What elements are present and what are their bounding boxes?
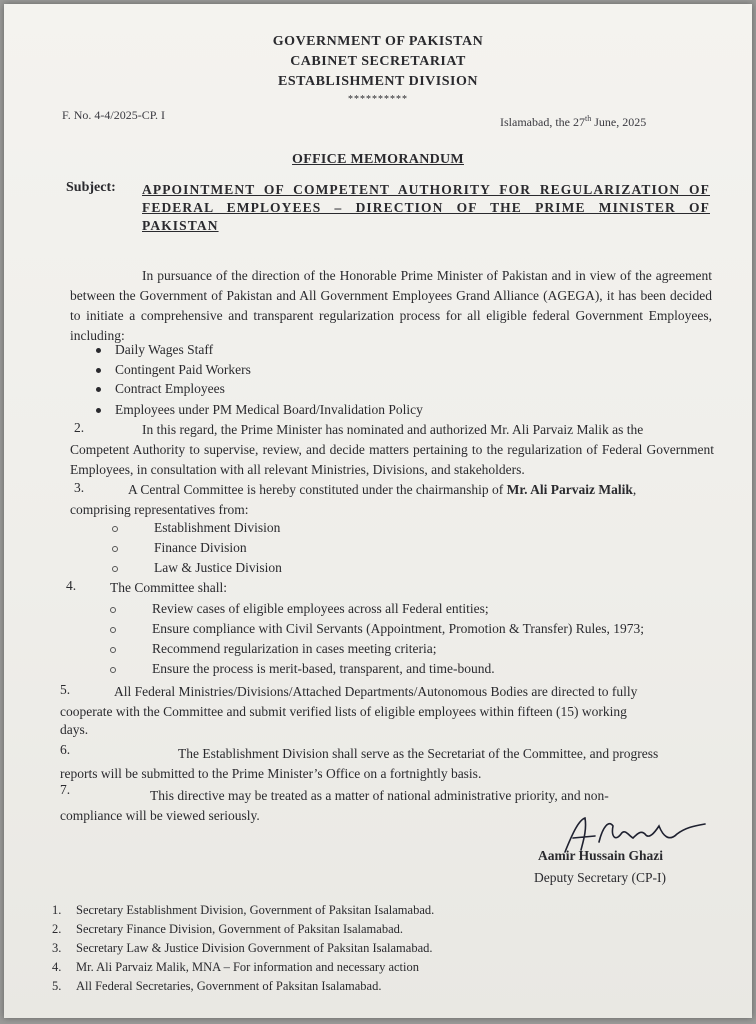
bullet-dot-icon [96, 348, 101, 353]
paragraph-6-line: The Establishment Division shall serve as the Secretariat of the Committee, and progress [178, 746, 659, 761]
memo-date: Islamabad, the 27th June, 2025 [500, 114, 647, 129]
memo-title: OFFICE MEMORANDUM [292, 152, 464, 167]
distribution-item: 3. Secretary Law & Justice Division Government of Paksitan Isalamabad. [52, 941, 433, 955]
subject-text: APPOINTMENT OF COMPETENT AUTHORITY FOR REGULARIZATION OF FEDERAL EMPLOYEES – DIRECTION OF THE PRIME MINISTER OF PAKISTAN [142, 182, 710, 233]
sub-item: Review cases of eligible employees across all Federal entities; [110, 601, 489, 617]
sub-item: Ensure compliance with Civil Servants (Appointment, Promotion & Transfer) Rules, 1973; [110, 621, 644, 637]
header-government: GOVERNMENT OF PAKISTAN [272, 34, 484, 49]
sub-item: Recommend regularization in cases meeting criteria; [110, 641, 437, 657]
circle-bullet-icon [110, 627, 116, 633]
paragraph-5-line: All Federal Ministries/Divisions/Attached Departments/Autonomous Bodies are directed to fully [114, 684, 638, 699]
signatory-name: Aamir Hussain Ghazi [538, 848, 664, 863]
bullet-dot-icon [96, 368, 101, 373]
bullet-dot-icon [96, 387, 101, 392]
circle-bullet-icon [110, 667, 116, 673]
paragraph-6-line: reports will be submitted to the Prime Minister’s Office on a fortnightly basis. [60, 766, 482, 781]
paragraph-3-number: 3. [74, 480, 85, 495]
circle-bullet-icon [112, 566, 118, 572]
circle-bullet-icon [110, 607, 116, 613]
paragraph-7-line: compliance will be viewed seriously. [60, 808, 260, 823]
paragraph-5-number: 5. [60, 682, 71, 697]
signatory-designation: Deputy Secretary (CP-I) [534, 870, 666, 885]
file-number: F. No. 4-4/2025-CP. I [62, 108, 166, 122]
distribution-item: 5. All Federal Secretaries, Government of Paksitan Isalamabad. [52, 979, 382, 993]
distribution-item: 1. Secretary Establishment Division, Government of Paksitan Isalamabad. [52, 903, 435, 917]
bullet-item: Contingent Paid Workers [96, 362, 251, 378]
paragraph-2-rest: Competent Authority to supervise, review, and decide matters pertaining to the regularization of Federal Government Employees, in consultation with all relevant Ministries, Divisions, and stakeholders. [70, 442, 714, 477]
bullet-dot-icon [96, 408, 101, 413]
sub-item: Finance Division [112, 540, 247, 556]
paragraph-4-lead: The Committee shall: [110, 580, 227, 595]
circle-bullet-icon [110, 647, 116, 653]
distribution-item: 4. Mr. Ali Parvaiz Malik, MNA – For information and necessary action [52, 960, 419, 974]
paragraph-7-number: 7. [60, 782, 71, 797]
bullet-item: Contract Employees [96, 381, 225, 397]
sub-item: Establishment Division [112, 520, 280, 536]
paragraph-2-line: In this regard, the Prime Minister has nominated and authorized Mr. Ali Parvaiz Malik as the [142, 422, 644, 437]
paragraph-3-line: comprising representatives from: [70, 502, 249, 517]
sub-item: Law & Justice Division [112, 560, 282, 576]
header-division: ESTABLISHMENT DIVISION [278, 74, 478, 89]
paragraph-5-line: cooperate with the Committee and submit verified lists of eligible employees within fifteen (15) working [60, 704, 627, 719]
paragraph-6-number: 6. [60, 742, 71, 757]
header-cabinet: CABINET SECRETARIAT [290, 54, 466, 69]
sub-item: Ensure the process is merit-based, transparent, and time-bound. [110, 661, 495, 677]
paragraph-4-number: 4. [66, 578, 77, 593]
circle-bullet-icon [112, 526, 118, 532]
bullet-item: Daily Wages Staff [96, 342, 213, 358]
header-separator: ********** [348, 94, 408, 105]
subject-label: Subject: [66, 180, 116, 195]
paragraph-7-line: This directive may be treated as a matter of national administrative priority, and non- [150, 788, 609, 803]
paragraph-1: In pursuance of the direction of the Honorable Prime Minister of Pakistan and in view of the agreement between the Government of Pakistan and All Government Employees Grand Alliance (AGEGA), it has been decided to initiate a comprehensive and transparent regularization process for all eligible federal Government Employees, including: [70, 268, 712, 343]
circle-bullet-icon [112, 546, 118, 552]
distribution-item: 2. Secretary Finance Division, Government of Paksitan Isalamabad. [52, 922, 403, 936]
paragraph-3-line: A Central Committee is hereby constituted under the chairmanship of Mr. Ali Parvaiz Malik, [128, 482, 637, 497]
bullet-item: Employees under PM Medical Board/Invalidation Policy [96, 402, 423, 418]
paragraph-2-number: 2. [74, 420, 85, 435]
paragraph-5-line: days. [60, 722, 89, 737]
memo-page [4, 4, 752, 1018]
